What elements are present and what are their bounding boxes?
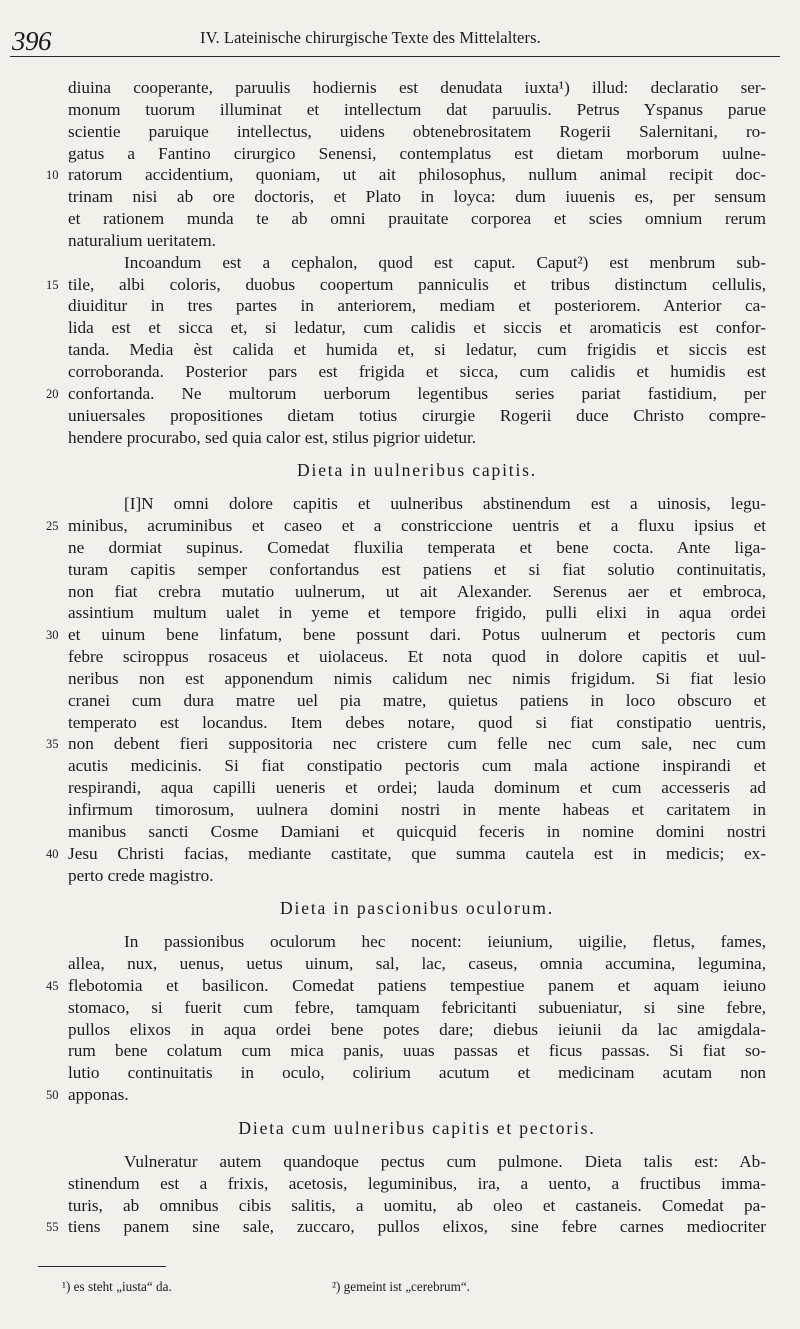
footnote-2 <box>332 1279 470 1295</box>
text-line <box>46 733 766 755</box>
line-text: allea, nux, uenus, uetus uinum, sal, lac, caseus, omnia accumina, legumina, <box>68 954 766 974</box>
line-text: temperato est locandus. Item debes notare, quod si fiat constipatio uentris, <box>68 712 766 732</box>
line-number: 10 <box>46 168 59 183</box>
text-line <box>46 1216 766 1238</box>
text-line <box>68 77 766 99</box>
line-text: monum tuorum illuminat et intellectum dat paruulis. Petrus Yspanus parue <box>68 99 766 119</box>
line-text: flebotomia et basilicon. Comedat patiens tempestiue panem et aquam ieiuno <box>68 975 766 995</box>
text-line <box>68 581 766 603</box>
line-text: respirandi, aqua capilli ueneris et ordei; lauda dominum et cum accesseris ad <box>68 778 766 798</box>
text-line <box>68 427 766 449</box>
line-text: tanda. Media èst calida et humida et, si ledatur, cum frigidis et siccis est <box>68 340 766 360</box>
line-text: Incoandum est a cephalon, quod est caput. Caput²) est menbrum sub- <box>124 252 766 272</box>
text-line <box>68 339 766 361</box>
text-line <box>68 799 766 821</box>
line-text: ne dormiat supinus. Comedat fluxilia temperata et bene cocta. Ante liga- <box>68 537 766 557</box>
line-number: 55 <box>46 1220 59 1235</box>
text-line <box>68 405 766 427</box>
text-line <box>46 383 766 405</box>
line-text: [I]N omni dolore capitis et uulneribus abstinendum est a uinosis, legu- <box>124 494 766 514</box>
line-text: ratorum accidentium, quoniam, ut ait philosophus, nullum animal recipit doc- <box>68 165 766 185</box>
text-line <box>68 295 766 317</box>
line-number: 35 <box>46 737 59 752</box>
line-text: non debent fieri suppositoria nec cristere cum felle nec cum sale, nec cum <box>68 734 766 754</box>
text-line <box>68 230 766 252</box>
text-line <box>68 317 766 339</box>
line-text: lutio continuitatis in oculo, colirium acutum et medicinam acutam non <box>68 1063 766 1083</box>
line-text: hendere procurabo, sed quia calor est, stilus pigrior uidetur. <box>68 427 477 447</box>
line-text: uniuersales propositiones dietam totius cirurgie Rogerii duce Christo compre- <box>68 405 766 425</box>
text-line <box>68 1151 766 1173</box>
line-text: acutis medicinis. Si fiat constipatio pectoris cum mala actione inspirandi et <box>68 756 766 776</box>
text-line <box>68 143 766 165</box>
text-line <box>68 602 766 624</box>
line-text: Jesu Christi facias, mediante castitate, que summa cautela est in medicis; ex- <box>68 843 766 863</box>
line-text: rum bene colatum cum mica panis, uuas passas et ficus passas. Si fiat so- <box>68 1041 766 1061</box>
text-line <box>68 121 766 143</box>
line-text: In passionibus oculorum hec nocent: ieiunium, uigilie, fletus, fames, <box>124 932 766 952</box>
line-text: febre sciroppus rosaceus et uiolaceus. Et nota quod in dolore capitis et uul- <box>68 647 766 667</box>
text-line <box>68 777 766 799</box>
page-header <box>10 22 780 57</box>
text-line <box>68 953 766 975</box>
line-number: 15 <box>46 277 59 292</box>
line-text: infirmum timorosum, uulnera domini nostri in mente habeas et caritatem in <box>68 800 766 819</box>
line-text: cranei cum dura matre uel pia matre, quietus patiens in loco obscuro et <box>68 690 766 710</box>
text-line <box>68 1040 766 1062</box>
line-number: 45 <box>46 978 59 993</box>
line-text: lida est et sicca et, si ledatur, cum calidis et siccis et aromaticis est confor- <box>68 318 766 338</box>
text-line <box>46 515 766 537</box>
line-text: neribus non est apponendum nimis calidum nec nimis frigidum. Si fiat lesio <box>68 668 766 688</box>
text-line <box>68 252 766 274</box>
line-text: stomaco, si fuerit cum febre, tamquam febricitanti subueniatur, si sine febre, <box>68 997 766 1017</box>
line-text: et uinum bene linfatum, bene possunt dari. Potus uulnerum et pectoris cum <box>68 625 766 645</box>
text-line <box>68 361 766 383</box>
line-text: minibus, acruminibus et caseo et a constriccione uentris et a fluxu ipsius et <box>68 516 766 536</box>
line-number: 25 <box>46 519 59 534</box>
line-text: tiens panem sine sale, zuccaro, pullos elixos, sine febre carnes mediocriter <box>68 1217 766 1237</box>
section-heading: Dieta in pascionibus oculorum. <box>280 898 554 919</box>
text-line <box>46 274 766 296</box>
line-text: perto crede magistro. <box>68 865 214 885</box>
text-line <box>46 1084 766 1106</box>
text-line <box>68 646 766 668</box>
line-text: pullos elixos in aqua ordei bene potes dare; diebus ieiunii da lac amigdala- <box>68 1019 766 1039</box>
line-number: 30 <box>46 628 59 643</box>
text-line <box>68 99 766 121</box>
line-text: gatus a Fantino cirurgico Senensi, contemplatus est dietam morborum uulne- <box>68 143 766 163</box>
footnote-mark: ²) <box>332 1279 341 1294</box>
text-line <box>68 1173 766 1195</box>
text-line <box>68 493 766 515</box>
text-line <box>68 865 766 887</box>
line-text: apponas. <box>68 1085 129 1105</box>
line-text: non fiat crebra mutatio uulnerum, ut ait Alexander. Serenus aer et embroca, <box>68 581 766 601</box>
line-number: 40 <box>46 846 59 861</box>
footnote-mark: ¹) <box>62 1279 71 1294</box>
line-number: 50 <box>46 1088 59 1103</box>
text-line <box>68 668 766 690</box>
footnote-text: es steht „iusta“ da. <box>73 1279 172 1294</box>
line-text: turis, ab omnibus cibis salitis, a uomitu, ab oleo et castaneis. Comedat pa- <box>68 1195 766 1215</box>
text-line <box>46 843 766 865</box>
text-line <box>68 537 766 559</box>
line-text: naturalium ueritatem. <box>68 230 216 250</box>
line-text: trinam nisi ab ore doctoris, et Plato in loyca: dum iuuenis es, per sensum <box>68 187 766 207</box>
line-number: 20 <box>46 386 59 401</box>
text-line <box>68 1019 766 1041</box>
text-line <box>46 624 766 646</box>
footnote-1 <box>62 1279 172 1295</box>
line-text: et rationem munda te ab omni prauitate corporea et scies omnium rerum <box>68 209 766 229</box>
line-text: diuina cooperante, paruulis hodiernis est denudata iuxta¹) illud: declaratio ser- <box>68 78 766 97</box>
line-text: stinendum est a frixis, acetosis, leguminibus, ira, a uento, a fructibus imma- <box>68 1173 766 1193</box>
text-line <box>68 690 766 712</box>
text-line <box>68 755 766 777</box>
section-heading: Dieta in uulneribus capitis. <box>297 460 537 481</box>
line-text: corroboranda. Posterior pars est frigida et sicca, cum calidis et humidis est <box>68 361 766 381</box>
line-text: turam capitis semper confortandus est patiens et si fiat solutio continuitatis, <box>68 559 766 579</box>
text-line <box>68 931 766 953</box>
line-text: tile, albi coloris, duobus coopertum panniculis et tribus distinctum cellulis, <box>68 274 766 294</box>
line-text: diuiditur in tres partes in anteriorem, mediam et posteriorem. Anterior ca- <box>68 296 766 316</box>
text-line <box>68 821 766 843</box>
text-line <box>68 1062 766 1084</box>
text-line <box>46 975 766 997</box>
text-line <box>68 186 766 208</box>
footnote-text: gemeint ist „cerebrum“. <box>343 1279 470 1294</box>
text-line <box>46 164 766 186</box>
text-line <box>68 997 766 1019</box>
line-text: confortanda. Ne multorum uerborum legentibus series pariat fastidium, per <box>68 383 766 403</box>
text-line <box>68 208 766 230</box>
line-text: assintium multum ualet in yeme et tempore frigido, pulli elixi in aqua ordei <box>68 603 766 623</box>
text-line <box>68 559 766 581</box>
line-text: manibus sancti Cosme Damiani et quicquid feceris in nomine domini nostri <box>68 821 766 841</box>
footnotes <box>62 1279 762 1295</box>
section-heading: Dieta cum uulneribus capitis et pectoris. <box>238 1117 596 1138</box>
main-text <box>46 77 766 1238</box>
running-head: IV. Lateinische chirurgische Texte des Mittelalters. <box>200 28 541 47</box>
page-number: 396 <box>12 26 51 56</box>
text-line <box>68 1195 766 1217</box>
footnote-rule <box>38 1266 166 1267</box>
line-text: Vulneratur autem quandoque pectus cum pulmone. Dieta talis est: Ab- <box>124 1151 766 1171</box>
text-line <box>68 712 766 734</box>
line-text: scientie paruique intellectus, uidens obtenebrositatem Rogerii Salernitani, ro- <box>68 121 766 141</box>
